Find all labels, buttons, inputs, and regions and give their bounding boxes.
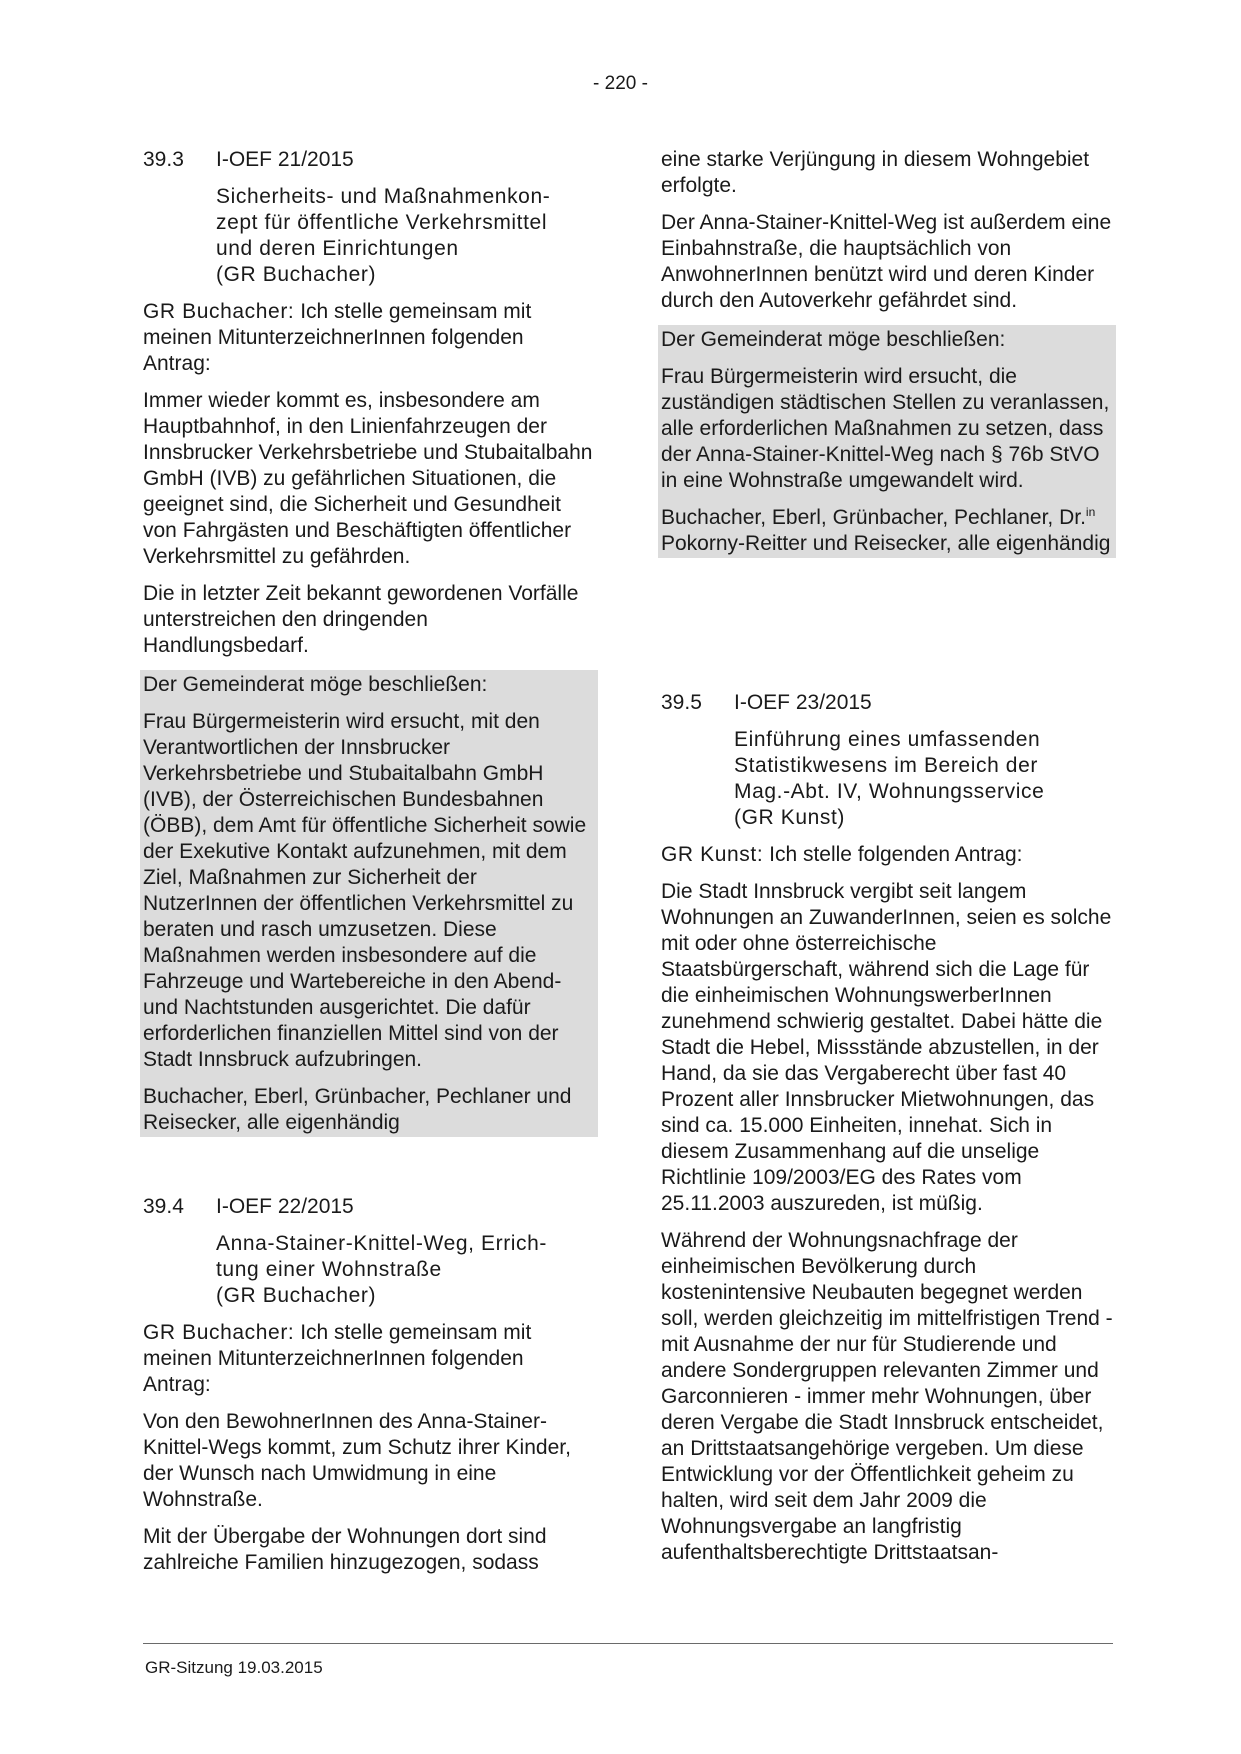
item-header (143, 147, 595, 173)
item-39-4-continued (661, 147, 1113, 558)
item-title (216, 1231, 595, 1309)
item-header (661, 690, 1113, 716)
item-number: 39.5 (661, 691, 702, 714)
motion-intro: GR Kunst: Ich stelle folgenden Antrag: (661, 843, 1023, 866)
footer-session-date: GR-Sitzung 19.03.2015 (145, 1658, 323, 1677)
item-number: 39.3 (143, 148, 184, 171)
title-line: Mag.-Abt. IV, Wohnungsservice (734, 780, 1045, 803)
resolution-box (658, 325, 1116, 558)
body-paragraph: eine starke Verjüngung in diesem Wohngebiet erfolgte. (661, 148, 1090, 197)
item-39-5 (661, 690, 1113, 1566)
item-number: 39.4 (143, 1195, 184, 1218)
body-paragraph: Von den BewohnerInnen des Anna-Stainer-Knittel-Wegs kommt, zum Schutz ihrer Kinder, der Wunsch nach Umwidmung in eine Wohnstraße. (143, 1410, 571, 1511)
body-paragraph: Immer wieder kommt es, insbesondere am Hauptbahnhof, in den Linienfahrzeugen der Innsbrucker Verkehrsbetriebe und Stubaitalbahn GmbH (IVB) zu gefährlichen Situationen, die geeignet sind, die Sicherheit und Gesundheit von Fahrgästen und Beschäftigten öffentlicher Verkehrsmittel zu gefährden. (143, 389, 593, 568)
left-column (143, 147, 595, 1587)
title-line: tung einer Wohnstraße (216, 1258, 442, 1281)
title-line: Sicherheits- und Maßnahmenkon- (216, 185, 551, 208)
item-39-4 (143, 1194, 595, 1576)
body-paragraph: Die Stadt Innsbruck vergibt seit langem Wohnungen an ZuwanderInnen, seien es solche mit oder ohne österreichische Staatsbürgerschaft, während sich die Lage für die einheimischen WohnungswerberInnen zunehmend schwierig gestaltet. Dabei hätte die Stadt die Hebel, Missstände abzustellen, in der Hand, da sie das Vergaberecht über fast 40 Prozent aller Innsbrucker Mietwohnungen, das sind ca. 15.000 Einheiten, innehat. Sich in diesem Zusammenhang auf die unselige Richtlinie 109/2003/EG des Rates vom 25.11.2003 auszureden, ist müßig. (661, 880, 1112, 1215)
item-title (216, 184, 595, 288)
speaker: GR Buchacher: (143, 300, 295, 323)
signatories: Buchacher, Eberl, Grünbacher, Pechlaner, Dr.$^{in}$ Pokorny-Reitter und Reisecker, alle eigenhändig (661, 505, 1111, 555)
item-header (143, 1194, 595, 1220)
item-39-3 (143, 147, 595, 1137)
resolution-text: Frau Bürgermeisterin wird ersucht, mit den Verantwortlichen der Innsbrucker Verkehrsbetriebe und Stubaitalbahn GmbH (IVB), der Österreichischen Bundesbahnen (ÖBB), dem Amt für öffentliche Sicherheit sowie der Exekutive Kontakt aufzunehmen, mit dem Ziel, Maßnahmen zur Sicherheit der NutzerInnen der öffentlichen Verkehrsmittel zu beraten und rasch umzusetzen. Diese Maßnahmen werden insbesondere auf die Fahrzeuge und Wartebereiche in den Abend- und Nachtstunden ausgerichtet. Die dafür erforderlichen finanziellen Mittel sind von der Stadt Innsbruck aufzubringen. (143, 710, 587, 1071)
body-paragraph: Mit der Übergabe der Wohnungen dort sind zahlreiche Familien hinzugezogen, sodass (143, 1525, 547, 1574)
speaker: GR Buchacher: (143, 1321, 295, 1344)
page-number: - 220 - (593, 73, 648, 94)
title-line: Statistikwesens im Bereich der (734, 754, 1038, 777)
title-line: Einführung eines umfassenden (734, 728, 1041, 751)
body-paragraph: Während der Wohnungsnachfrage der einheimischen Bevölkerung durch kostenintensive Neubauten begegnet werden soll, werden gleichzeitig im mittelfristigen Trend - mit Ausnahme der nur für Studierende und andere Sondergruppen relevanten Zimmer und Garconnieren - immer mehr Wohnungen, über deren Vergabe die Stadt Innsbruck entscheidet, an Drittstaatsangehörige vergeben. Um diese Entwicklung vor der Öffentlichkeit geheim zu halten, wird seit dem Jahr 2009 die Wohnungsvergabe an langfristig aufenthaltsberechtigte Drittstaatsan- (661, 1229, 1113, 1564)
item-code: I-OEF 21/2015 (216, 148, 354, 171)
title-line: Anna-Stainer-Knittel-Weg, Errich- (216, 1232, 548, 1255)
title-line: zept für öffentliche Verkehrsmittel (216, 211, 548, 234)
resolution-heading: Der Gemeinderat möge beschließen: (143, 673, 488, 696)
item-title (734, 727, 1113, 831)
footer-divider (143, 1643, 1113, 1644)
title-line: (GR Buchacher) (216, 263, 377, 286)
right-column-upper (661, 147, 1113, 569)
body-paragraph: Die in letzter Zeit bekannt gewordenen Vorfälle unterstreichen den dringenden Handlungsbedarf. (143, 582, 579, 657)
title-line: und deren Einrichtungen (216, 237, 459, 260)
title-line: (GR Kunst) (734, 806, 846, 829)
signatories: Buchacher, Eberl, Grünbacher, Pechlaner und Reisecker, alle eigenhändig (143, 1085, 572, 1134)
resolution-box (140, 670, 598, 1137)
item-code: I-OEF 22/2015 (216, 1195, 354, 1218)
motion-intro: GR Buchacher: Ich stelle gemeinsam mit meinen MitunterzeichnerInnen folgenden Antrag: (143, 1321, 532, 1396)
motion-intro: GR Buchacher: Ich stelle gemeinsam mit meinen MitunterzeichnerInnen folgenden Antrag: (143, 300, 532, 375)
resolution-text: Frau Bürgermeisterin wird ersucht, die zuständigen städtischen Stellen zu veranlassen, alle erforderlichen Maßnahmen zu setzen, dass der Anna-Stainer-Knittel-Weg nach § 76b StVO in eine Wohnstraße umgewandelt wird. (661, 365, 1110, 492)
item-code: I-OEF 23/2015 (734, 691, 872, 714)
right-column-lower (661, 690, 1113, 1577)
title-line: (GR Buchacher) (216, 1284, 377, 1307)
speaker: GR Kunst: (661, 843, 764, 866)
body-paragraph: Der Anna-Stainer-Knittel-Weg ist außerdem eine Einbahnstraße, die hauptsächlich von AnwohnerInnen benützt wird und deren Kinder durch den Autoverkehr gefährdet sind. (661, 211, 1112, 312)
resolution-heading: Der Gemeinderat möge beschließen: (661, 328, 1006, 351)
